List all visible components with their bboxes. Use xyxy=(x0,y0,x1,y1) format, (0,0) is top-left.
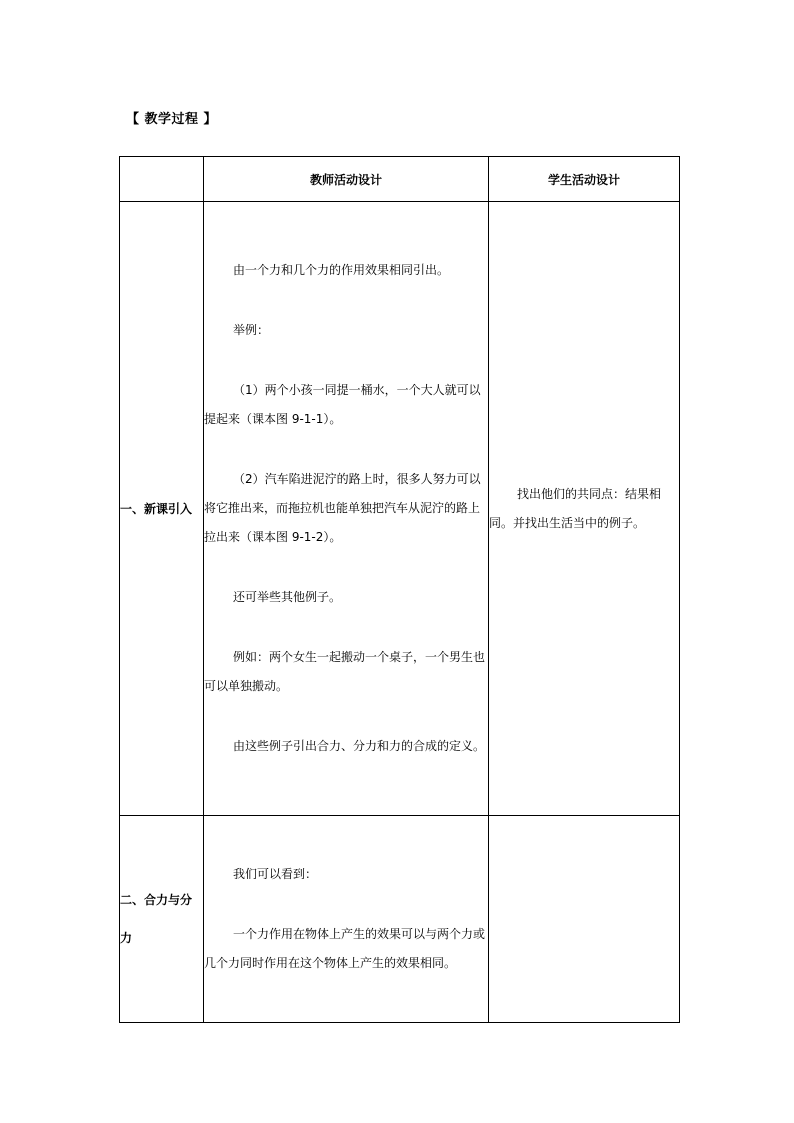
teacher-paragraph: 由这些例子引出合力、分力和力的合成的定义。 xyxy=(233,739,486,753)
teacher-paragraph: （2）汽车陷进泥泞的路上时，很多人努力可以将它推出来，而拖拉机也能单独把汽车从泥泞的路上拉出来（课本图 9-1-2）。 xyxy=(204,472,481,544)
stage-label: 一、新课引入 xyxy=(120,202,204,816)
teacher-paragraph: （1）两个小孩一同提一桶水，一个大人就可以提起来（课本图 9-1-1）。 xyxy=(204,383,481,426)
table-row xyxy=(120,202,680,816)
section-heading: 【 教学过程 】 xyxy=(126,112,218,127)
table-row xyxy=(120,816,680,1023)
header-teacher-activity: 教师活动设计 xyxy=(204,157,489,202)
teacher-activity-cell xyxy=(204,202,489,816)
header-student-activity: 学生活动设计 xyxy=(489,157,680,202)
header-stage xyxy=(120,157,204,202)
teacher-paragraph: 由一个力和几个力的作用效果相同引出。 xyxy=(233,263,450,277)
teacher-paragraph: 一个力作用在物体上产生的效果可以与两个力或几个力同时作用在这个物体上产生的效果相同。 xyxy=(204,927,486,970)
student-paragraph: 找出他们的共同点：结果相同。并找出生活当中的例子。 xyxy=(489,486,662,530)
teacher-paragraph: 还可举些其他例子。 xyxy=(233,590,342,604)
student-activity-cell xyxy=(489,202,680,816)
teacher-activity-cell xyxy=(204,816,489,1023)
table-header-row xyxy=(120,157,680,202)
student-activity-cell xyxy=(489,816,680,1023)
teacher-paragraph: 举例： xyxy=(233,323,270,337)
teacher-paragraph: 例如：两个女生一起搬动一个桌子，一个男生也可以单独搬动。 xyxy=(204,650,486,693)
stage-label: 二、合力与分力 xyxy=(120,816,204,1023)
teaching-process-table xyxy=(119,156,680,1023)
teacher-paragraph: 我们可以看到： xyxy=(233,867,318,881)
